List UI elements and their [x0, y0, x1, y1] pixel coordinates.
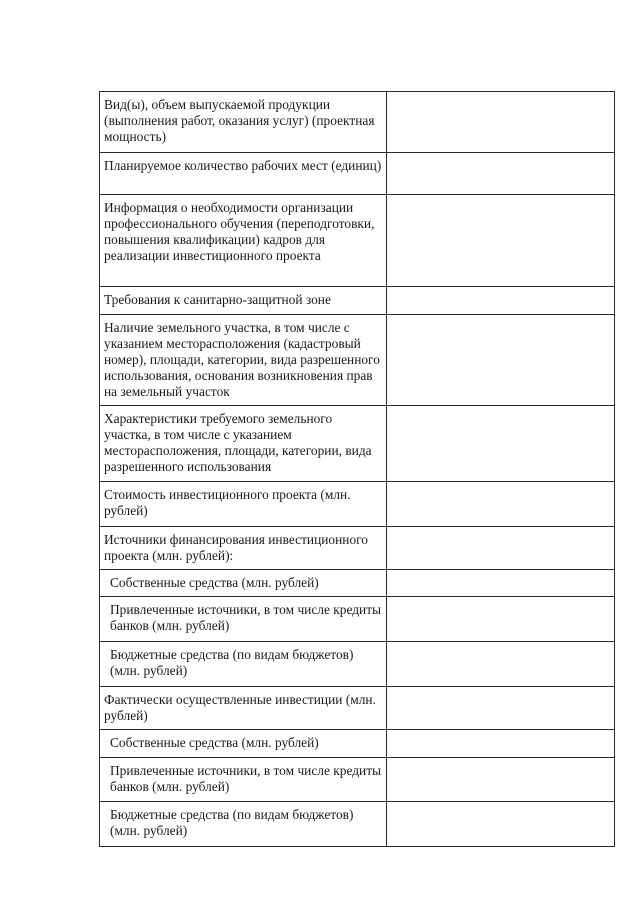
row-value-actual-budget-funds[interactable] [387, 802, 615, 847]
row-value-land-plot-availability[interactable] [387, 315, 615, 406]
row-label-actual-budget-funds: Бюджетные средства (по видам бюджетов) (млн. рублей) [100, 802, 387, 847]
table-row [100, 406, 615, 482]
row-label-training-info: Информация о необходимости организации профессионального обучения (переподготовки, повышения квалификации) кадров для реализации инвестиционного проекта [100, 195, 387, 287]
row-label-financing-sources: Источники финансирования инвестиционного проекта (млн. рублей): [100, 527, 387, 570]
table-row [100, 92, 615, 153]
table-row [100, 287, 615, 315]
row-value-actual-investments[interactable] [387, 687, 615, 730]
investment-project-form-table [99, 91, 615, 847]
row-label-actual-borrowed-sources: Привлеченные источники, в том числе кредиты банков (млн. рублей) [100, 758, 387, 802]
table-row [100, 315, 615, 406]
row-value-borrowed-sources[interactable] [387, 597, 615, 642]
row-label-budget-funds: Бюджетные средства (по видам бюджетов) (млн. рублей) [100, 642, 387, 687]
table-row [100, 802, 615, 847]
row-label-actual-investments: Фактически осуществленные инвестиции (млн. рублей) [100, 687, 387, 730]
table-row [100, 195, 615, 287]
table-row [100, 482, 615, 527]
row-value-training-info[interactable] [387, 195, 615, 287]
row-value-actual-own-funds[interactable] [387, 730, 615, 758]
row-value-budget-funds[interactable] [387, 642, 615, 687]
table-row [100, 642, 615, 687]
row-value-required-land-plot[interactable] [387, 406, 615, 482]
table-row [100, 597, 615, 642]
table-row [100, 758, 615, 802]
row-value-products-volume[interactable] [387, 92, 615, 153]
row-label-required-land-plot: Характеристики требуемого земельного участка, в том числе с указанием месторасположения, площади, категории, вида разрешенного использования [100, 406, 387, 482]
row-label-actual-own-funds: Собственные средства (млн. рублей) [100, 730, 387, 758]
table-row [100, 527, 615, 570]
row-label-workplaces: Планируемое количество рабочих мест (единиц) [100, 153, 387, 195]
table-row [100, 687, 615, 730]
row-value-actual-borrowed-sources[interactable] [387, 758, 615, 802]
row-value-project-cost[interactable] [387, 482, 615, 527]
row-label-land-plot-availability: Наличие земельного участка, в том числе с указанием месторасположения (кадастровый номер), площади, категории, вида разрешенного использования, основания возникновения прав на земельный участок [100, 315, 387, 406]
row-value-financing-sources[interactable] [387, 527, 615, 570]
table-row [100, 730, 615, 758]
row-label-sanitary-zone: Требования к санитарно-защитной зоне [100, 287, 387, 315]
table-row [100, 153, 615, 195]
row-label-borrowed-sources: Привлеченные источники, в том числе кредиты банков (млн. рублей) [100, 597, 387, 642]
row-label-products-volume: Вид(ы), объем выпускаемой продукции (выполнения работ, оказания услуг) (проектная мощность) [100, 92, 387, 153]
table-row [100, 570, 615, 597]
row-value-sanitary-zone[interactable] [387, 287, 615, 315]
row-value-workplaces[interactable] [387, 153, 615, 195]
row-value-own-funds[interactable] [387, 570, 615, 597]
row-label-own-funds: Собственные средства (млн. рублей) [100, 570, 387, 597]
row-label-project-cost: Стоимость инвестиционного проекта (млн. рублей) [100, 482, 387, 527]
